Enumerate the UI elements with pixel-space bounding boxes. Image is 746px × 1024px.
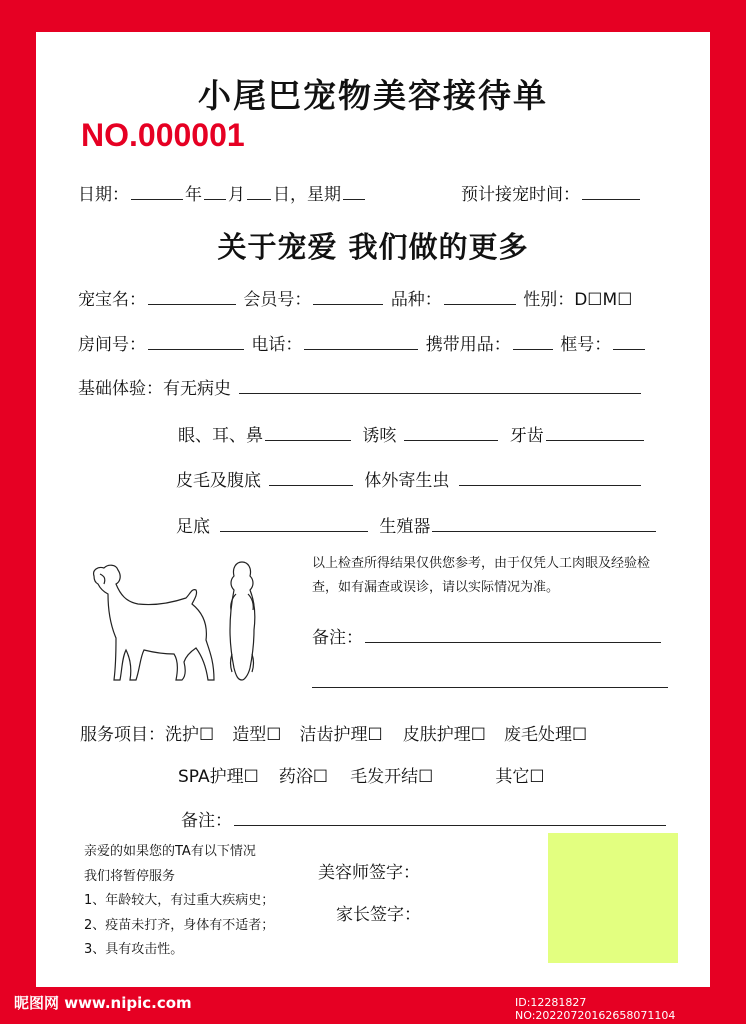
- notice-line: 1、年龄较大，有过重大疾病史；: [84, 893, 275, 908]
- watermark-id: ID:12281827 NO:20220720162658071104: [515, 996, 676, 1022]
- service-teeth[interactable]: 洁齿护理☐: [299, 725, 383, 745]
- form-title: 小尾巴宠物美容接待单: [198, 76, 548, 115]
- checkup-label: 基础体验：: [78, 379, 163, 399]
- services-remark: [181, 806, 668, 831]
- year-field[interactable]: [131, 182, 183, 200]
- notice-line: 3、具有攻击性。: [84, 942, 184, 957]
- eyes-field[interactable]: [265, 423, 351, 441]
- cage-field[interactable]: [613, 332, 645, 350]
- notice-block: [84, 840, 274, 963]
- items-label: 携带用品：: [425, 335, 511, 355]
- service-medicated-bath[interactable]: 药浴☐: [278, 767, 329, 787]
- date-label: 日期：: [78, 185, 129, 205]
- day-label: 日，: [273, 185, 307, 205]
- service-spa[interactable]: SPA护理☐: [178, 767, 259, 787]
- pickup-field[interactable]: [582, 182, 640, 200]
- checkup-row-3: [176, 466, 643, 491]
- cage-label: 框号：: [560, 335, 612, 355]
- member-no-field[interactable]: [313, 287, 383, 305]
- disclaimer-text: 以上检查所得结果仅供您参考，由于仅凭人工肉眼及经验检查，如有漏查或误诊，请以实际情况为准。: [312, 556, 651, 595]
- groomer-signature-label: 美容师签字：: [318, 863, 420, 883]
- items-field[interactable]: [513, 332, 553, 350]
- weekday-field[interactable]: [343, 182, 365, 200]
- services-remark-label: 备注：: [181, 811, 232, 831]
- checkup-row-4: [176, 512, 658, 537]
- services-label: 服务项目：: [80, 725, 165, 745]
- genital-field[interactable]: [432, 514, 656, 532]
- reception-form: [36, 32, 710, 987]
- checkup-remark-field-2[interactable]: [312, 687, 668, 688]
- room-label: 房间号：: [78, 335, 146, 355]
- feet-field[interactable]: [220, 514, 368, 532]
- parasite-field[interactable]: [459, 468, 641, 486]
- notice-line: 亲爱的如果您的TA有以下情况: [84, 844, 256, 859]
- teeth-field[interactable]: [546, 423, 644, 441]
- feet-label: 足底: [176, 517, 210, 537]
- notice-line: 我们将暂停服务: [84, 868, 176, 884]
- dog-diagram-icon: [86, 554, 276, 694]
- services-row-1: [80, 720, 587, 745]
- service-styling[interactable]: 造型☐: [232, 725, 282, 745]
- teeth-label: 牙齿: [509, 426, 544, 446]
- owner-signature-label: 家长签字：: [336, 905, 421, 925]
- checkup-remark: [312, 623, 663, 648]
- slogan: 关于宠爱 我们做的更多: [217, 230, 529, 264]
- checkup-remark-label: 备注：: [312, 628, 363, 648]
- breed-label: 品种：: [390, 290, 442, 310]
- day-field[interactable]: [247, 182, 271, 200]
- phone-field[interactable]: [304, 332, 418, 350]
- room-field[interactable]: [148, 332, 244, 350]
- skin-label: 皮毛及腹底: [176, 471, 261, 491]
- signature-box[interactable]: [548, 833, 678, 963]
- info-row-1: [78, 285, 632, 310]
- services-row-2: [178, 762, 545, 787]
- watermark-site: 昵图网 www.nipic.com: [14, 994, 192, 1012]
- checkup-row-2: [178, 421, 646, 446]
- service-skin[interactable]: 皮肤护理☐: [402, 725, 486, 745]
- parasite-label: 体外寄生虫: [364, 471, 450, 491]
- month-field[interactable]: [204, 182, 226, 200]
- year-label: 年: [185, 185, 202, 205]
- eyes-label: 眼、耳、鼻: [178, 426, 263, 446]
- checkup-row-1: [78, 374, 643, 399]
- weekday-label: 星期: [307, 185, 341, 205]
- pickup-label: 预计接宠时间：: [461, 185, 580, 205]
- checkup-remark-field-1[interactable]: [365, 625, 661, 643]
- history-field[interactable]: [239, 376, 641, 394]
- pickup-time: [461, 180, 642, 205]
- cough-field[interactable]: [404, 423, 498, 441]
- gender-label: 性别：: [523, 290, 575, 310]
- pet-name-field[interactable]: [148, 287, 236, 305]
- month-label: 月: [228, 185, 245, 205]
- service-other[interactable]: 其它☐: [495, 767, 545, 787]
- serial-number: NO.000001: [81, 117, 245, 153]
- service-detangle[interactable]: 毛发开结☐: [350, 767, 434, 787]
- history-label: 有无病史: [163, 379, 231, 399]
- cough-label: 诱咳: [362, 426, 397, 446]
- notice-line: 2、疫苗未打齐，身体有不适者；: [84, 917, 275, 933]
- service-shedding[interactable]: 废毛处理☐: [504, 725, 588, 745]
- date-row: [78, 180, 367, 205]
- phone-label: 电话：: [251, 335, 303, 355]
- breed-field[interactable]: [444, 287, 516, 305]
- pet-name-label: 宠宝名：: [78, 290, 146, 310]
- genital-label: 生殖器: [379, 517, 431, 537]
- gender-checkboxes[interactable]: D☐M☐: [574, 290, 633, 310]
- services-remark-field[interactable]: [234, 808, 666, 826]
- member-no-label: 会员号：: [243, 290, 312, 310]
- info-row-2: [78, 330, 647, 355]
- service-wash[interactable]: 洗护☐: [165, 725, 215, 745]
- skin-field[interactable]: [269, 468, 353, 486]
